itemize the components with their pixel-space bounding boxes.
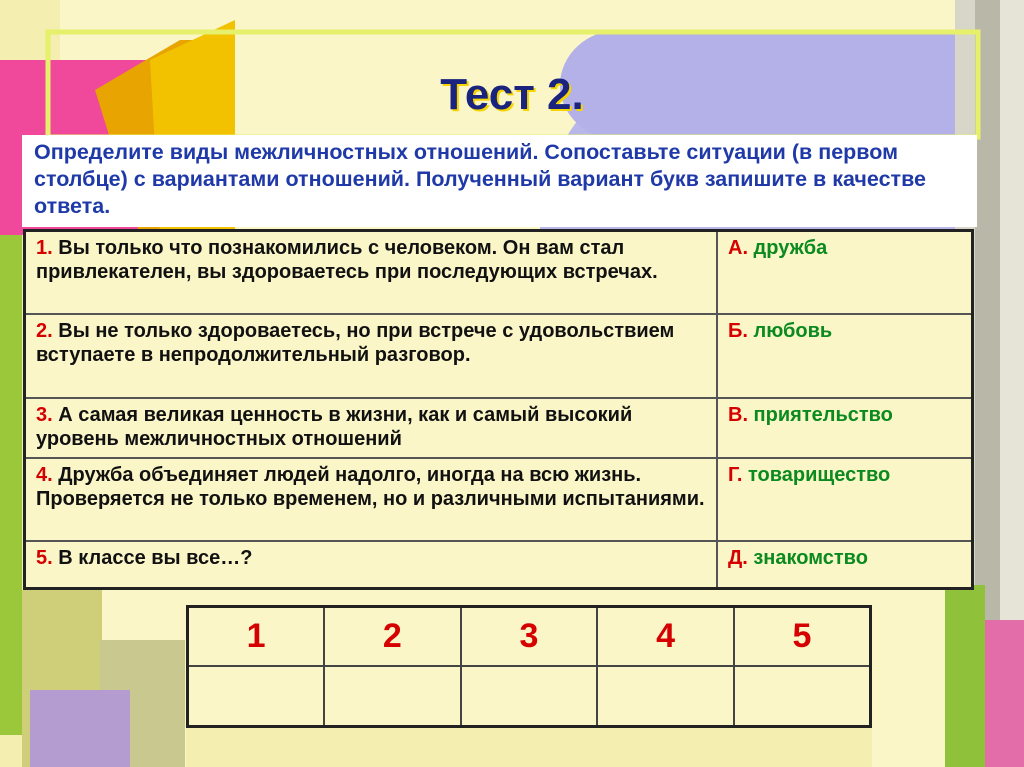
situation-cell: 4. Дружба объединяет людей надолго, иногда на всю жизнь. Проверяется не только временем, но и различными испытаниями. [25,458,718,541]
answer-header-4: 4 [597,607,734,667]
answer-header-3: 3 [461,607,598,667]
matching-table [23,229,974,590]
situation-cell: 5. В классе вы все…? [25,541,718,589]
answer-grid [186,605,872,728]
answer-cell-3[interactable] [461,666,598,727]
table-row [25,231,973,314]
answer-cell-1[interactable] [188,666,325,727]
test-instruction: Определите виды межличностных отношений. Сопоставьте ситуации (в первом столбце) с вариантами отношений. Полученный вариант букв запишите в качестве ответа. [22,135,977,227]
option-cell: В. приятельство [717,398,973,458]
table-row [25,398,973,458]
situation-cell: 3. А самая великая ценность в жизни, как и самый высокий уровень межличностных отношений [25,398,718,458]
slide-title: Тест 2. [440,70,584,119]
answer-cell-2[interactable] [324,666,461,727]
option-cell: Б. любовь [717,314,973,398]
situation-cell: 2. Вы не только здороваетесь, но при встрече с удовольствием вступаете в непродолжительный разговор. [25,314,718,398]
answer-cell-4[interactable] [597,666,734,727]
table-row [25,458,973,541]
situation-cell: 1. Вы только что познакомились с человеком. Он вам стал привлекателен, вы здороваетесь при последующих встречах. [25,231,718,314]
option-cell: Г. товарищество [717,458,973,541]
answer-cell-5[interactable] [734,666,871,727]
option-cell: А. дружба [717,231,973,314]
answer-header-1: 1 [188,607,325,667]
table-row [25,314,973,398]
option-cell: Д. знакомство [717,541,973,589]
answer-header-5: 5 [734,607,871,667]
answer-header-2: 2 [324,607,461,667]
table-row [25,541,973,589]
